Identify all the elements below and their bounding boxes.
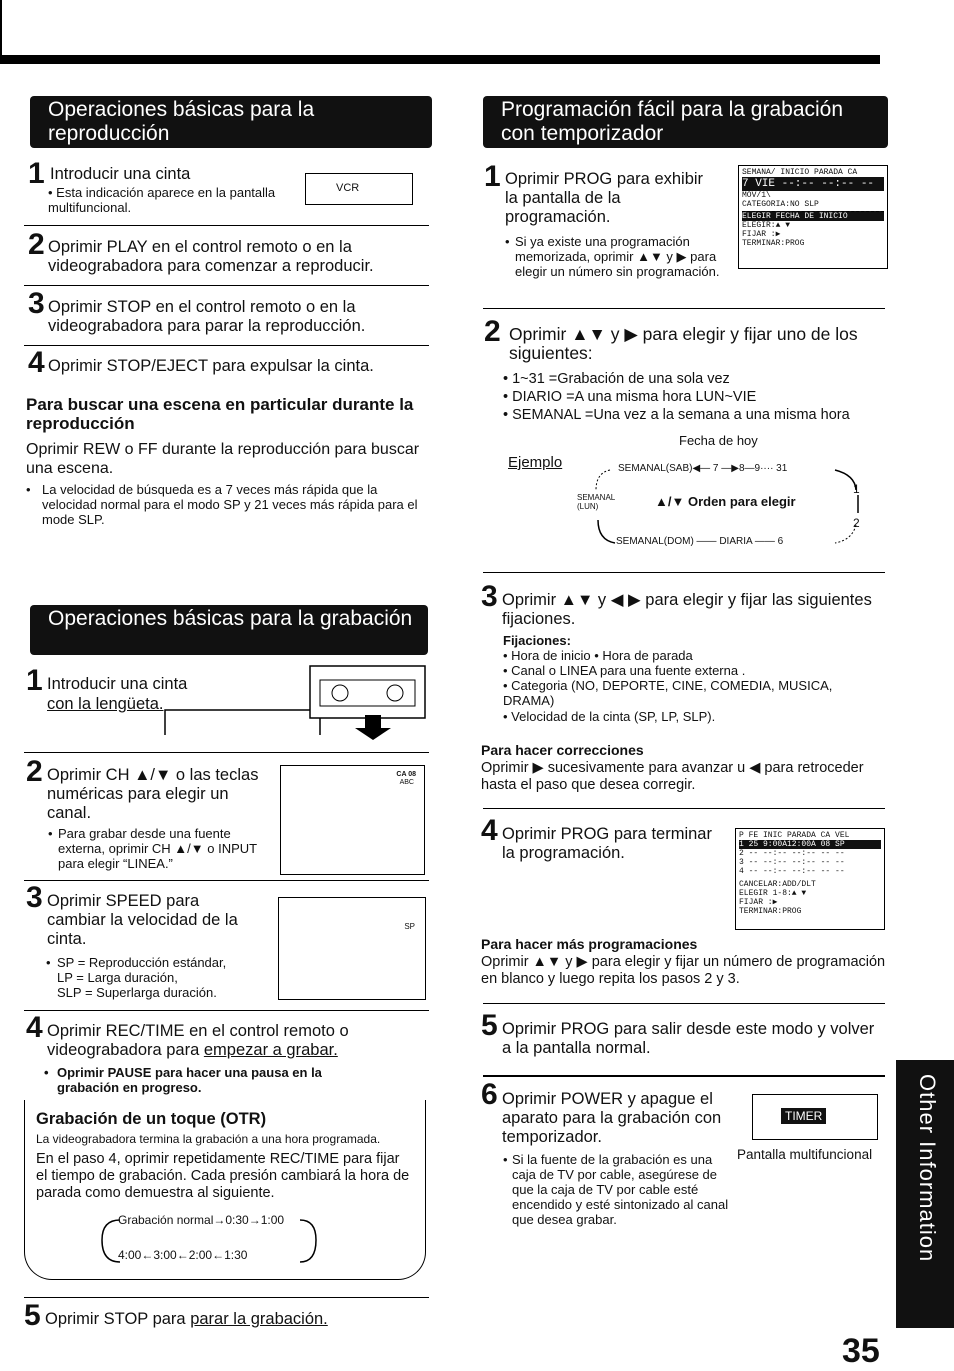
timer-display <box>752 1094 878 1140</box>
left-border-rule <box>0 0 2 62</box>
section-header-recording: Operaciones básicas para la grabación <box>30 605 428 655</box>
divider <box>483 572 885 573</box>
divider <box>24 285 429 286</box>
step-number: 6 <box>481 1078 498 1111</box>
setting-item: • Velocidad de la cinta (SP, LP, SLP). <box>503 709 716 724</box>
step-text-part: Oprimir STOP para <box>45 1310 191 1328</box>
mode-bullet-1: • 1~31 =Grabación de una sola vez <box>503 371 730 387</box>
divider <box>24 1297 429 1298</box>
step-number: 3 <box>28 287 45 320</box>
divider <box>24 225 429 226</box>
screen-row: 2 -- --:-- --:-- -- -- <box>739 849 845 858</box>
section-header-playback: Operaciones básicas para la reproducción <box>30 96 432 148</box>
screen-row: CATEGORIA:NO SLP <box>742 200 819 209</box>
step-text: Oprimir PROG para terminar la programación. <box>502 825 712 862</box>
step-text-underlined: parar la grabación. <box>190 1310 328 1328</box>
step-note: • Esta indicación aparece en la pantalla multifuncional. <box>48 185 276 215</box>
setting-item: • Canal o LINEA para una fuente externa . <box>503 663 746 678</box>
otr-subtitle: La videograbadora termina la grabación a una hora programada. <box>36 1132 381 1146</box>
example-right-2: 2 <box>853 516 860 530</box>
step-text-underlined: con la lengüeta. <box>47 695 164 713</box>
step-text: Oprimir ▲▼ y ◀ ▶ para elegir y fijar las siguientes fijaciones. <box>502 591 872 628</box>
corrections-text: Oprimir ▶ sucesivamente para avanzar u ◀ para retroceder hasta el paso que desea corregir. <box>481 760 864 793</box>
step-number: 5 <box>24 1299 41 1332</box>
step-text: Oprimir ▲▼ y ▶ para elegir y fijar uno de los siguientes: <box>509 324 858 363</box>
section-header-timer: Programación fácil para la grabación con temporizador <box>483 96 888 148</box>
screen-row: MOV/1\ <box>742 191 771 200</box>
divider <box>483 308 885 309</box>
screen-row: P FE INIC PARADA CA VEL <box>739 831 850 840</box>
divider <box>24 752 429 753</box>
tv-screen-speed <box>278 897 426 1000</box>
step-number: 5 <box>481 1009 498 1042</box>
screen-row: ELEGIR 1-8:▲ ▼ <box>739 889 807 898</box>
example-today: Fecha de hoy <box>679 433 758 448</box>
step-text: Oprimir PROG para exhibir la pantalla de la programación. <box>505 170 704 226</box>
vcr-display-text: VCR <box>336 182 360 194</box>
step-note: Si la fuente de la grabación es una caja de TV por cable, asegúrese de que la caja de TV por cable esté encendido y esté sintonizado al canal que desea grabar. <box>512 1152 729 1227</box>
example-cycle-left: SEMANAL (LUN) <box>577 493 615 511</box>
step-number: 1 <box>28 157 45 190</box>
screen-row: FIJAR :▶ <box>739 898 778 907</box>
screen-row: TERMINAR:PROG <box>739 907 802 916</box>
mode-bullet-2: • DIARIO =A una misma hora LUN~VIE <box>503 389 757 405</box>
program-screen-1 <box>738 165 888 269</box>
step-number: 4 <box>28 346 45 379</box>
step-text-underlined: empezar a grabar. <box>203 1041 338 1059</box>
speed-note-3: SLP = Superlarga duración. <box>57 985 217 1000</box>
screen-row: SEMANA/ INICIO PARADA CA <box>742 168 858 177</box>
example-cycle-arrows <box>590 465 870 550</box>
screen-row-highlight: ELEGIR FECHA DE INICIO <box>742 211 884 221</box>
vcr-display <box>305 173 413 205</box>
more-programs-title: Para hacer más programaciones <box>481 936 698 952</box>
speed-note-1: SP = Reproducción estándar, <box>57 955 227 970</box>
channel-station: ABC <box>399 779 414 786</box>
side-tab <box>896 1060 954 1328</box>
screen-row-highlight: 7 VIE --:-- --:-- -- <box>742 177 884 191</box>
side-tab-label: Other Information <box>915 1074 940 1263</box>
search-text: Oprimir REW o FF durante la reproducción para buscar una escena. <box>26 441 420 477</box>
program-screen-2 <box>735 828 885 930</box>
example-cycle-top: SEMANAL(SAB)◀— 7 —▶8—9···· 31 <box>618 463 788 474</box>
display-caption: Pantalla multifuncional <box>737 1147 873 1162</box>
tv-screen-channel <box>280 765 425 875</box>
bullet: • <box>48 826 53 841</box>
step-text: Introducir una cinta <box>50 165 191 183</box>
corrections-title: Para hacer correcciones <box>481 742 644 758</box>
step-number: 3 <box>26 881 43 914</box>
step-number: 4 <box>26 1011 43 1044</box>
step-text <box>47 1022 427 1060</box>
step-text: Oprimir POWER y apague el aparato para la grabación con temporizador. <box>502 1090 722 1146</box>
divider <box>483 1075 885 1077</box>
screen-row: ELEGIR:▲ ▼ <box>742 221 791 230</box>
timer-indicator: TIMER <box>781 1108 826 1124</box>
step-number: 4 <box>481 814 498 847</box>
setting-item: • Hora de inicio • Hora de parada <box>503 648 693 663</box>
step-text: Oprimir SPEED para cambiar la velocidad de la cinta. <box>47 892 238 948</box>
divider <box>483 1003 885 1004</box>
step-number: 1 <box>484 160 501 193</box>
step-note: Para grabar desde una fuente externa, oprimir CH ▲/▼ o INPUT para elegir “LINEA.” <box>58 826 257 871</box>
screen-row: FIJAR :▶ <box>742 230 781 239</box>
page-number: 35 <box>842 1332 880 1370</box>
step-text: Oprimir PLAY en el control remoto o en la videograbadora para comenzar a reproducir. <box>48 238 374 275</box>
bullet: • <box>503 1152 508 1167</box>
step-number: 2 <box>26 755 43 788</box>
divider <box>24 1010 429 1011</box>
example-order: ▲/▼ Orden para elegir <box>655 494 796 509</box>
setting-item: • Categoria (NO, DEPORTE, CINE, COMEDIA, MUSICA, DRAMA) <box>503 678 833 708</box>
step-note: Si ya existe una programación memorizada, oprimir ▲▼ y ▶ para elegir un número sin programación. <box>515 234 720 279</box>
step-number: 1 <box>26 664 43 697</box>
otr-cycle-top: Grabación normal→0:30→1:00 <box>118 1213 285 1227</box>
search-title: Para buscar una escena en particular durante la reproducción <box>26 395 414 433</box>
step-number: 2 <box>484 315 501 348</box>
step-text-part: Oprimir REC/TIME en el control remoto o videograbadora para <box>47 1022 349 1059</box>
settings-subtitle: Fijaciones: <box>503 633 571 648</box>
more-programs-text: Oprimir ▲▼ y ▶ para elegir y fijar un número de programación en blanco y luego repita los pasos 2 y 3. <box>481 954 886 987</box>
step-text: Oprimir STOP en el control remoto o en la videograbadora para parar la reproducción. <box>48 298 366 335</box>
mode-bullet-3: • SEMANAL =Una vez a la semana a una misma hora <box>503 407 850 423</box>
step-number: 3 <box>481 580 498 613</box>
example-cycle-bottom: SEMANAL(DOM) —— DIARIA —— 6 <box>616 536 784 547</box>
divider <box>24 880 429 881</box>
screen-row: TERMINAR:PROG <box>742 239 805 248</box>
bullet: • <box>44 1065 49 1080</box>
cassette-illustration <box>160 660 430 740</box>
otr-cycle-bottom: 4:00←3:00←2:00←1:30 <box>118 1248 248 1262</box>
pause-note: Oprimir PAUSE para hacer una pausa en la grabación en progreso. <box>57 1065 322 1095</box>
screen-row: CANCELAR:ADD/DLT <box>739 880 816 889</box>
speed-note-2: LP = Larga duración, <box>57 970 178 985</box>
bullet: • <box>46 955 51 970</box>
step-text: Oprimir CH ▲/▼ o las teclas numéricas para elegir un canal. <box>47 766 259 822</box>
speed-label: SP <box>404 922 415 931</box>
screen-row: 4 -- --:-- --:-- -- -- <box>739 867 845 876</box>
channel-label: CA 08 <box>396 771 416 778</box>
divider <box>483 808 885 809</box>
step-text: Oprimir PROG para salir desde este modo y volver a la pantalla normal. <box>502 1020 875 1057</box>
step-number: 2 <box>28 228 45 261</box>
screen-row-highlight: 1 25 9:00A12:00A 08 SP <box>739 840 881 849</box>
otr-title: Grabación de un toque (OTR) <box>36 1110 267 1128</box>
screen-row: 3 -- --:-- --:-- -- -- <box>739 858 845 867</box>
divider <box>24 345 429 346</box>
bullet: • <box>26 482 31 497</box>
example-right-1: 1 <box>853 482 860 496</box>
example-label: Ejemplo <box>508 454 563 471</box>
step-text: Oprimir STOP/EJECT para expulsar la cinta. <box>48 357 374 375</box>
top-bar <box>0 55 880 64</box>
step-text <box>45 1310 328 1329</box>
step-text: Introducir una cinta <box>47 675 188 693</box>
search-note: La velocidad de búsqueda es a 7 veces más rápida que la velocidad normal para el modo SP y 21 veces más rápida para el mode SLP. <box>42 482 418 527</box>
bullet: • <box>505 234 510 249</box>
otr-text: En el paso 4, oprimir repetidamente REC/TIME para fijar el tiempo de grabación. Cada presión cambiará la hora de parada como demuestra al siguiente. <box>36 1151 410 1201</box>
